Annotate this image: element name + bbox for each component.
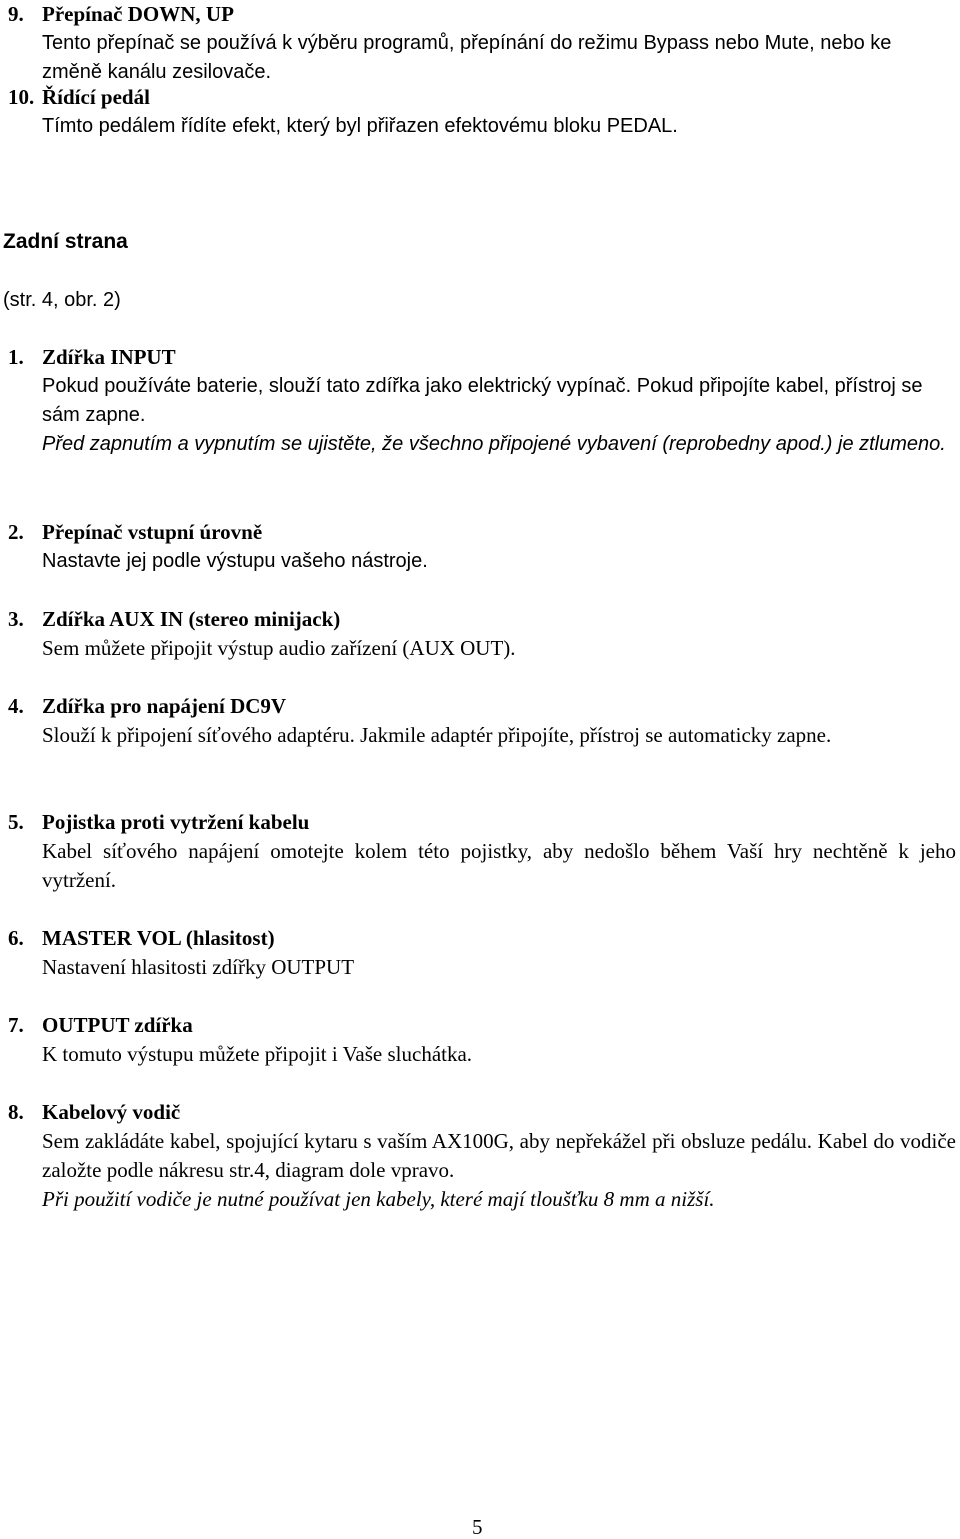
item-number: 1.: [8, 345, 24, 369]
item-title: Zdířka AUX IN (stereo minijack): [42, 607, 341, 631]
item-number: 2.: [8, 520, 24, 544]
item-number: 4.: [8, 694, 24, 718]
item-text: Sem můžete připojit výstup audio zařízení (AUX OUT).: [42, 636, 516, 660]
item-text: Slouží k připojení síťového adaptéru. Jakmile adaptér připojíte, přístroj se automaticky zapne.: [42, 723, 832, 747]
item-number: 8.: [8, 1100, 24, 1124]
item-number: 7.: [8, 1013, 24, 1037]
item-number: 10.: [8, 85, 35, 109]
item-heading: [8, 1098, 956, 1127]
item-heading: [8, 518, 956, 547]
list-item-1: [8, 343, 956, 459]
item-title: MASTER VOL (hlasitost): [42, 926, 275, 950]
list-item-8: [8, 1098, 956, 1214]
item-note: Při použití vodiče je nutné používat jen kabely, které mají tloušťku 8 mm a nižší.: [42, 1187, 715, 1211]
page-number: 5: [472, 1515, 483, 1539]
item-heading: [8, 924, 956, 953]
item-title: Přepínač vstupní úrovně: [42, 520, 263, 544]
item-title: Pojistka proti vytržení kabelu: [42, 810, 310, 834]
item-title: Řídící pedál: [42, 85, 150, 109]
item-title: OUTPUT zdířka: [42, 1013, 193, 1037]
item-heading: [8, 83, 956, 112]
item-number: 5.: [8, 810, 24, 834]
item-heading: [8, 605, 956, 634]
item-text: Nastavte jej podle výstupu vašeho nástroje.: [42, 550, 428, 572]
item-text: Tímto pedálem řídíte efekt, který byl přiřazen efektovému bloku PEDAL.: [42, 115, 678, 137]
item-note: Před zapnutím a vypnutím se ujistěte, že všechno připojené vybavení (reprobedny apod.) je ztlumeno.: [42, 433, 946, 455]
item-heading: [8, 0, 956, 29]
item-number: 6.: [8, 926, 24, 950]
item-heading: [8, 808, 956, 837]
item-title: Přepínač DOWN, UP: [42, 2, 234, 26]
item-text: Pokud používáte baterie, slouží tato zdířka jako elektrický vypínač. Pokud připojíte kabel, přístroj se sám zapne.: [42, 375, 923, 426]
list-item-10: [8, 83, 956, 141]
section-heading: Zadní strana: [3, 230, 128, 253]
item-heading: [8, 692, 956, 721]
list-item-7: [8, 1011, 956, 1069]
item-number: 9.: [8, 2, 24, 26]
item-number: 3.: [8, 607, 24, 631]
item-title: Zdířka pro napájení DC9V: [42, 694, 287, 718]
item-text: K tomuto výstupu můžete připojit i Vaše sluchátka.: [42, 1042, 473, 1066]
figure-reference: (str. 4, obr. 2): [3, 289, 121, 311]
item-title: Kabelový vodič: [42, 1100, 181, 1124]
item-title: Zdířka INPUT: [42, 345, 176, 369]
item-text: Kabel síťového napájení omotejte kolem této pojistky, aby nedošlo během Vaší hry nechtěně k jeho vytržení.: [42, 839, 956, 892]
item-heading: [8, 343, 956, 372]
item-heading: [8, 1011, 956, 1040]
list-item-9: [8, 0, 956, 87]
list-item-4: [8, 692, 956, 750]
item-text: Sem zakládáte kabel, spojující kytaru s vaším AX100G, aby nepřekážel při obsluze pedálu. Kabel do vodiče založte podle nákresu str.4, diagram dole vpravo.: [42, 1129, 956, 1182]
list-item-2: [8, 518, 956, 576]
list-item-6: [8, 924, 956, 982]
item-text: Nastavení hlasitosti zdířky OUTPUT: [42, 955, 355, 979]
item-text: Tento přepínač se používá k výběru programů, přepínání do režimu Bypass nebo Mute, nebo ke změně kanálu zesilovače.: [42, 32, 892, 83]
list-item-5: [8, 808, 956, 895]
list-item-3: [8, 605, 956, 663]
